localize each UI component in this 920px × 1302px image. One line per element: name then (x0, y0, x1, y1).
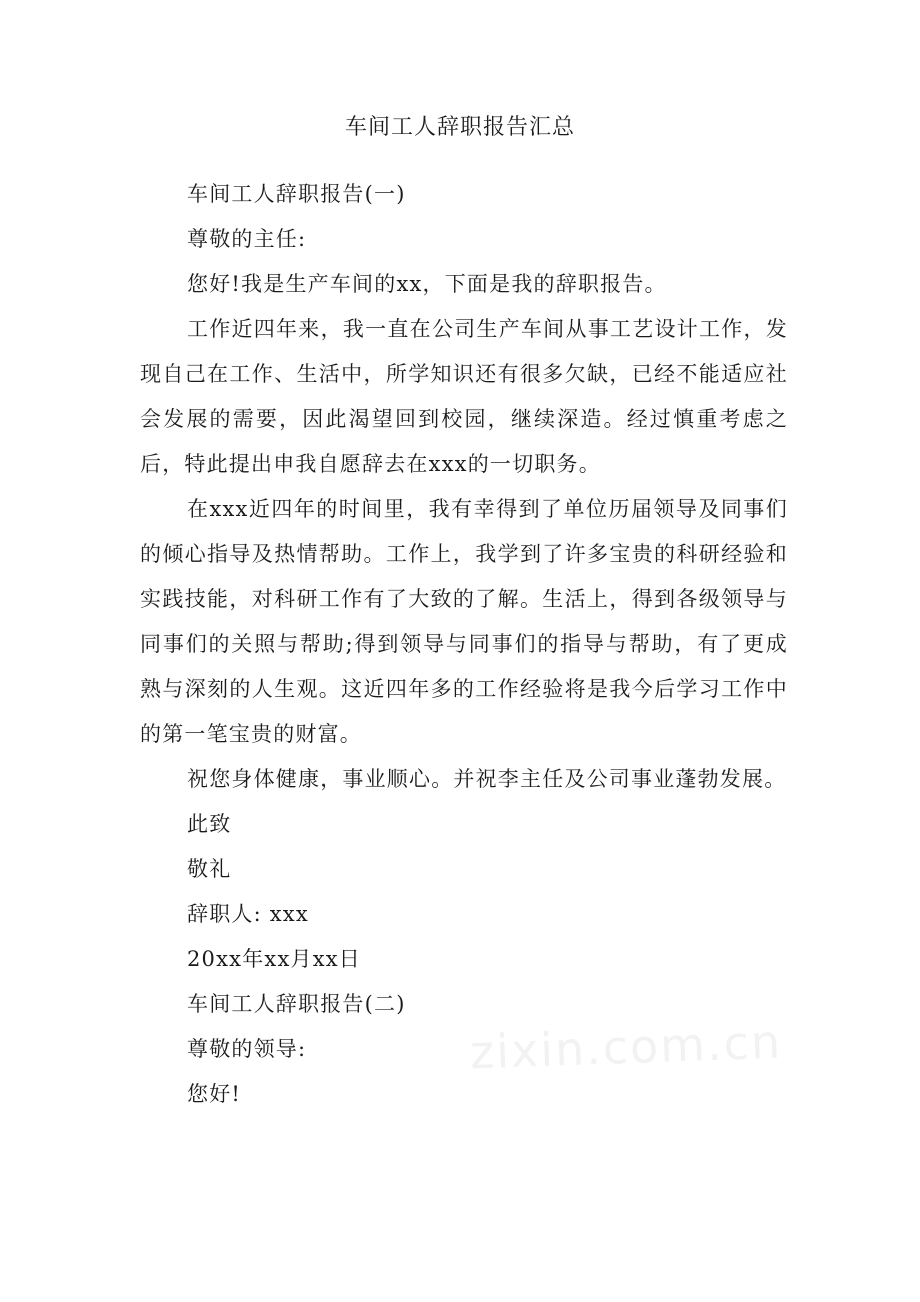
greeting-paragraph: 您好!我是生产车间的xx，下面是我的辞职报告。 (187, 272, 667, 296)
document-body (140, 172, 788, 1117)
body-paragraph-2: 在xxx近四年的时间里，我有幸得到了单位历届领导及同事们的倾心指导及热情帮助。工作上，我学到了许多宝贵的科研经验和实践技能，对科研工作有了大致的了解。生活上，得到各级领导与同事们的关照与帮助;得到领导与同事们的指导与帮助，有了更成熟与深刻的人生观。这近四年多的工作经验将是我今后学习工作中的第一笔宝贵的财富。 (140, 497, 788, 746)
closing-line-1: 此致 (187, 812, 232, 836)
date-line: 20xx年xx月xx日 (187, 947, 361, 971)
greeting-2: 您好! (187, 1082, 242, 1106)
signature-line: 辞职人: xxx (187, 902, 309, 926)
section-heading-2: 车间工人辞职报告(二) (187, 992, 406, 1016)
closing-line-2: 敬礼 (187, 857, 232, 881)
salutation-2: 尊敬的领导: (187, 1037, 307, 1061)
watermark: zixin.com.cn (469, 1014, 783, 1080)
salutation-1: 尊敬的主任: (187, 227, 307, 251)
section-heading-1: 车间工人辞职报告(一) (187, 182, 406, 206)
wishes-paragraph: 祝您身体健康，事业顺心。并祝李主任及公司事业蓬勃发展。 (187, 767, 787, 791)
body-paragraph-1: 工作近四年来，我一直在公司生产车间从事工艺设计工作，发现自己在工作、生活中，所学知识还有很多欠缺，已经不能适应社会发展的需要，因此渴望回到校园，继续深造。经过慎重考虑之后，特此提出申我自愿辞去在xxx的一切职务。 (140, 317, 788, 476)
document-title: 车间工人辞职报告汇总 (344, 115, 575, 140)
